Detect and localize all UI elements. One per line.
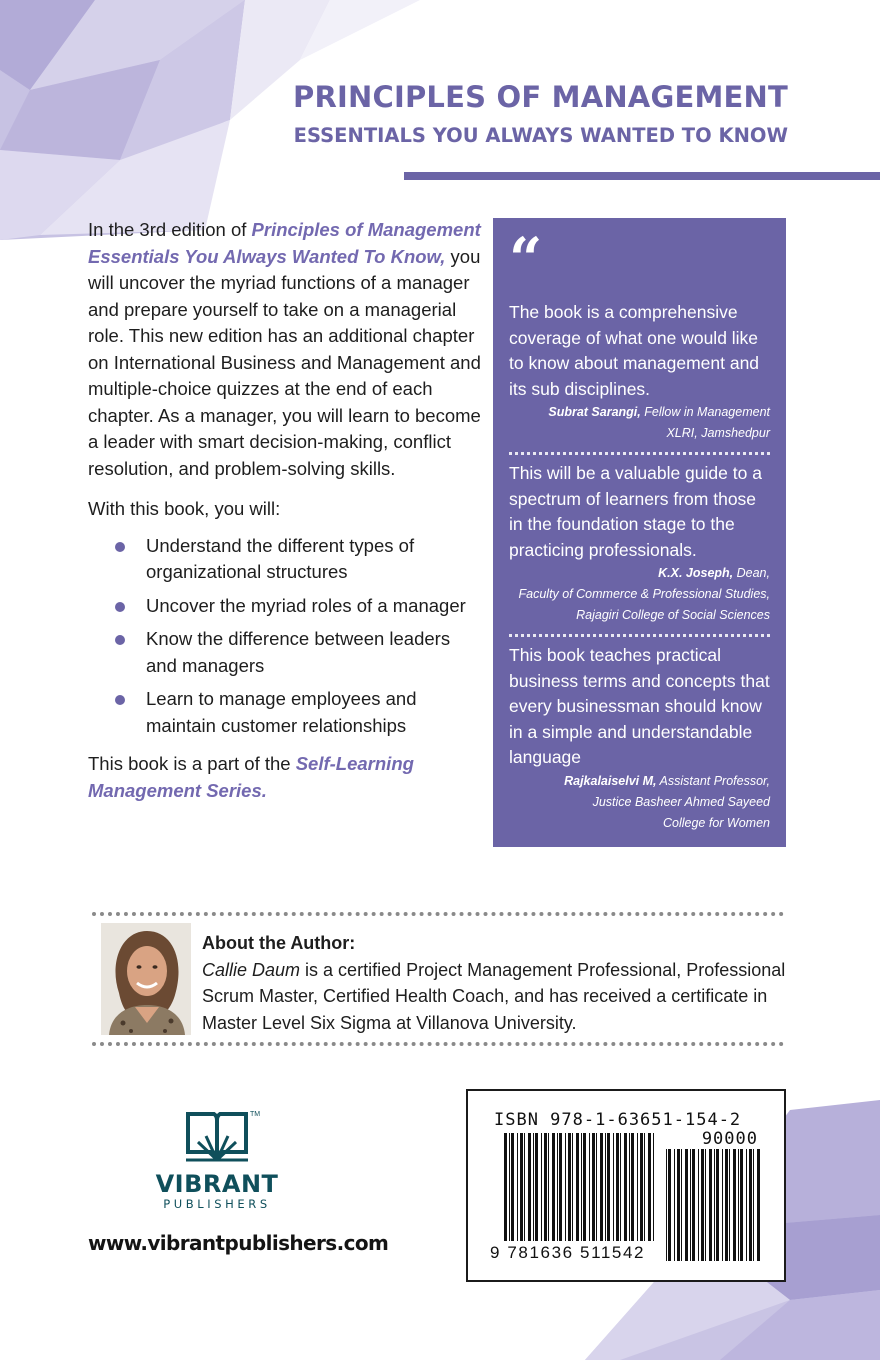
barcode-bar (644, 1133, 645, 1241)
book-sunburst-icon (184, 1110, 250, 1166)
testimonial-role: Dean, (733, 566, 770, 580)
intro-book-title: Principles of Management Essentials You Always Wanted To Know, (88, 219, 481, 267)
barcode-bar (640, 1133, 643, 1241)
barcode-bar (653, 1133, 654, 1241)
barcode-bar (624, 1133, 627, 1241)
testimonial-name: Rajkalaiselvi M, (564, 773, 657, 788)
author-heading: About the Author: (202, 933, 356, 953)
barcode-bar (725, 1149, 728, 1261)
barcode-bar (613, 1133, 614, 1241)
barcode-bar (524, 1133, 525, 1241)
barcode-bar (552, 1133, 555, 1241)
barcode-bar (757, 1149, 760, 1261)
barcode-bar (559, 1133, 562, 1241)
book-subtitle: ESSENTIALS YOU ALWAYS WANTED TO KNOW (293, 124, 788, 147)
barcode-bar (648, 1133, 651, 1241)
barcode-bar (589, 1133, 590, 1241)
author-divider-bottom (92, 1042, 784, 1046)
barcode-bar (616, 1133, 619, 1241)
barcode-bar (583, 1133, 586, 1241)
barcode-bar (749, 1149, 752, 1261)
barcode-box (466, 1089, 786, 1282)
benefit-item (88, 533, 486, 586)
series-note (88, 751, 486, 804)
benefit-item (88, 686, 486, 739)
barcode-bar (511, 1133, 514, 1241)
barcode-bar (607, 1133, 610, 1241)
bullet-dot (115, 602, 125, 612)
testimonial-attribution (509, 402, 770, 444)
barcode-bar (557, 1133, 558, 1241)
barcode-bar (668, 1149, 671, 1261)
barcode-bar (596, 1133, 597, 1241)
barcode-bar (631, 1133, 634, 1241)
barcode-bar (733, 1149, 736, 1261)
ean-digits: 9 781636 511542 (490, 1243, 646, 1262)
author-name: Callie Daum (202, 959, 301, 980)
barcode-bar (674, 1149, 675, 1261)
publisher-website: www.vibrantpublishers.com (88, 1231, 389, 1255)
barcode-bar (685, 1149, 688, 1261)
testimonial-text: This book teaches practical business terms and concepts that every businessman should know in a simple and understandable language (509, 645, 770, 767)
barcode-bar (535, 1133, 538, 1241)
testimonial-name: K.X. Joseph, (658, 566, 734, 580)
testimonial-affiliation: Rajagiri College of Social Sciences (576, 608, 770, 622)
series-name: Self-Learning Management Series. (88, 753, 414, 801)
barcode-bar (541, 1133, 542, 1241)
testimonial-text: The book is a comprehensive coverage of what one would like to know about management and its sub disciplines. (509, 302, 760, 399)
barcode-bar (517, 1133, 518, 1241)
testimonial-affiliation: College for Women (663, 815, 770, 830)
testimonial-affiliation: Faculty of Commerce & Professional Studies, (518, 587, 770, 601)
barcode-bar (509, 1133, 510, 1241)
testimonial-role: Fellow in Management (640, 405, 770, 419)
barcode-bar (592, 1133, 595, 1241)
benefit-item (88, 593, 486, 620)
barcode-bar (740, 1149, 743, 1261)
publisher-name: VIBRANT (155, 1170, 279, 1198)
description-column (88, 217, 486, 804)
barcode-bar (504, 1133, 507, 1241)
barcode-bar (576, 1133, 579, 1241)
barcode-bar (548, 1133, 549, 1241)
barcode-bar (572, 1133, 573, 1241)
barcode-bar (677, 1149, 680, 1261)
barcode-bar (629, 1133, 630, 1241)
author-section (202, 930, 792, 1036)
barcode-bar (705, 1149, 706, 1261)
barcode-bar (520, 1133, 523, 1241)
testimonial-divider (509, 452, 770, 455)
quote-mark-icon: “ (509, 225, 543, 293)
barcode-bar (600, 1133, 603, 1241)
bullet-dot (115, 542, 125, 552)
benefit-text: Understand the different types of organizational structures (146, 534, 415, 582)
testimonial-name: Subrat Sarangi, (548, 405, 641, 419)
barcode-bar (690, 1149, 691, 1261)
book-title: PRINCIPLES OF MANAGEMENT (293, 80, 788, 114)
benefit-text: Uncover the myriad roles of a manager (146, 594, 466, 616)
author-photo (101, 923, 191, 1035)
barcode-bar (544, 1133, 547, 1241)
intro-prefix: In the 3rd edition of (88, 219, 252, 240)
testimonial-affiliation: Justice Basheer Ahmed Sayeed (592, 794, 770, 809)
barcode-bar (692, 1149, 695, 1261)
benefit-item (88, 626, 486, 679)
testimonial-attribution (509, 563, 770, 626)
barcode-bar (637, 1133, 638, 1241)
barcode-bar (605, 1133, 606, 1241)
testimonials-panel (493, 218, 786, 847)
benefits-list (88, 533, 486, 740)
title-block (293, 80, 788, 147)
isbn-number: ISBN 978-1-63651-154-2 (494, 1110, 742, 1130)
barcode-bar (565, 1133, 566, 1241)
barcode-bar (666, 1149, 667, 1261)
title-rule (404, 172, 880, 180)
testimonial-attribution (509, 771, 770, 834)
intro-body: you will uncover the myriad functions of a manager and prepare yourself to take on a managerial role. This new edition has an additional chapter on International Business and Management and multiple-choice quizzes at the end of each chapter. As a manager, you will learn to become a leader with smart decision-making, conflict resolution, and problem-solving skills. (88, 245, 481, 479)
barcode-bar (581, 1133, 582, 1241)
barcode-bar (753, 1149, 754, 1261)
series-prefix: This book is a part of the (88, 753, 296, 774)
barcode-bar (701, 1149, 704, 1261)
barcode-bar (620, 1133, 621, 1241)
barcode-bar (729, 1149, 730, 1261)
author-bio (202, 957, 792, 1037)
bullet-dot (115, 635, 125, 645)
barcode-bar (698, 1149, 699, 1261)
barcode-bar (738, 1149, 739, 1261)
trademark-mark: TM (250, 1111, 261, 1118)
author-divider-top (92, 912, 784, 916)
author-bio-text: is a certified Project Management Professional, Professional Scrum Master, Certified Health Coach, and has received a certificate in Master Level Six Sigma at Villanova University. (202, 959, 786, 1033)
benefit-text: Learn to manage employees and maintain customer relationships (146, 688, 417, 736)
benefit-text: Know the difference between leaders and managers (146, 628, 451, 676)
barcode-bar (709, 1149, 712, 1261)
bullet-dot (115, 695, 125, 705)
barcode-bar (714, 1149, 715, 1261)
testimonial-role: Assistant Professor, (656, 773, 770, 788)
list-lead: With this book, you will: (88, 498, 281, 519)
barcode-bar (746, 1149, 747, 1261)
publisher-subname: PUBLISHERS (163, 1197, 271, 1211)
barcode-bar (568, 1133, 571, 1241)
testimonial-affiliation: XLRI, Jamshedpur (666, 426, 770, 440)
barcode-bar (528, 1133, 531, 1241)
testimonial-divider (509, 634, 770, 637)
publisher-logo (150, 1110, 284, 1211)
testimonial-text: This will be a valuable guide to a spectrum of learners from those in the foundation stage to the practicing professionals. (509, 463, 762, 560)
price-code: 90000 (701, 1129, 758, 1149)
barcode-bar (722, 1149, 723, 1261)
barcode-bar (533, 1133, 534, 1241)
barcode-bar (716, 1149, 719, 1261)
barcode-bar (681, 1149, 682, 1261)
intro-paragraph (88, 217, 486, 482)
